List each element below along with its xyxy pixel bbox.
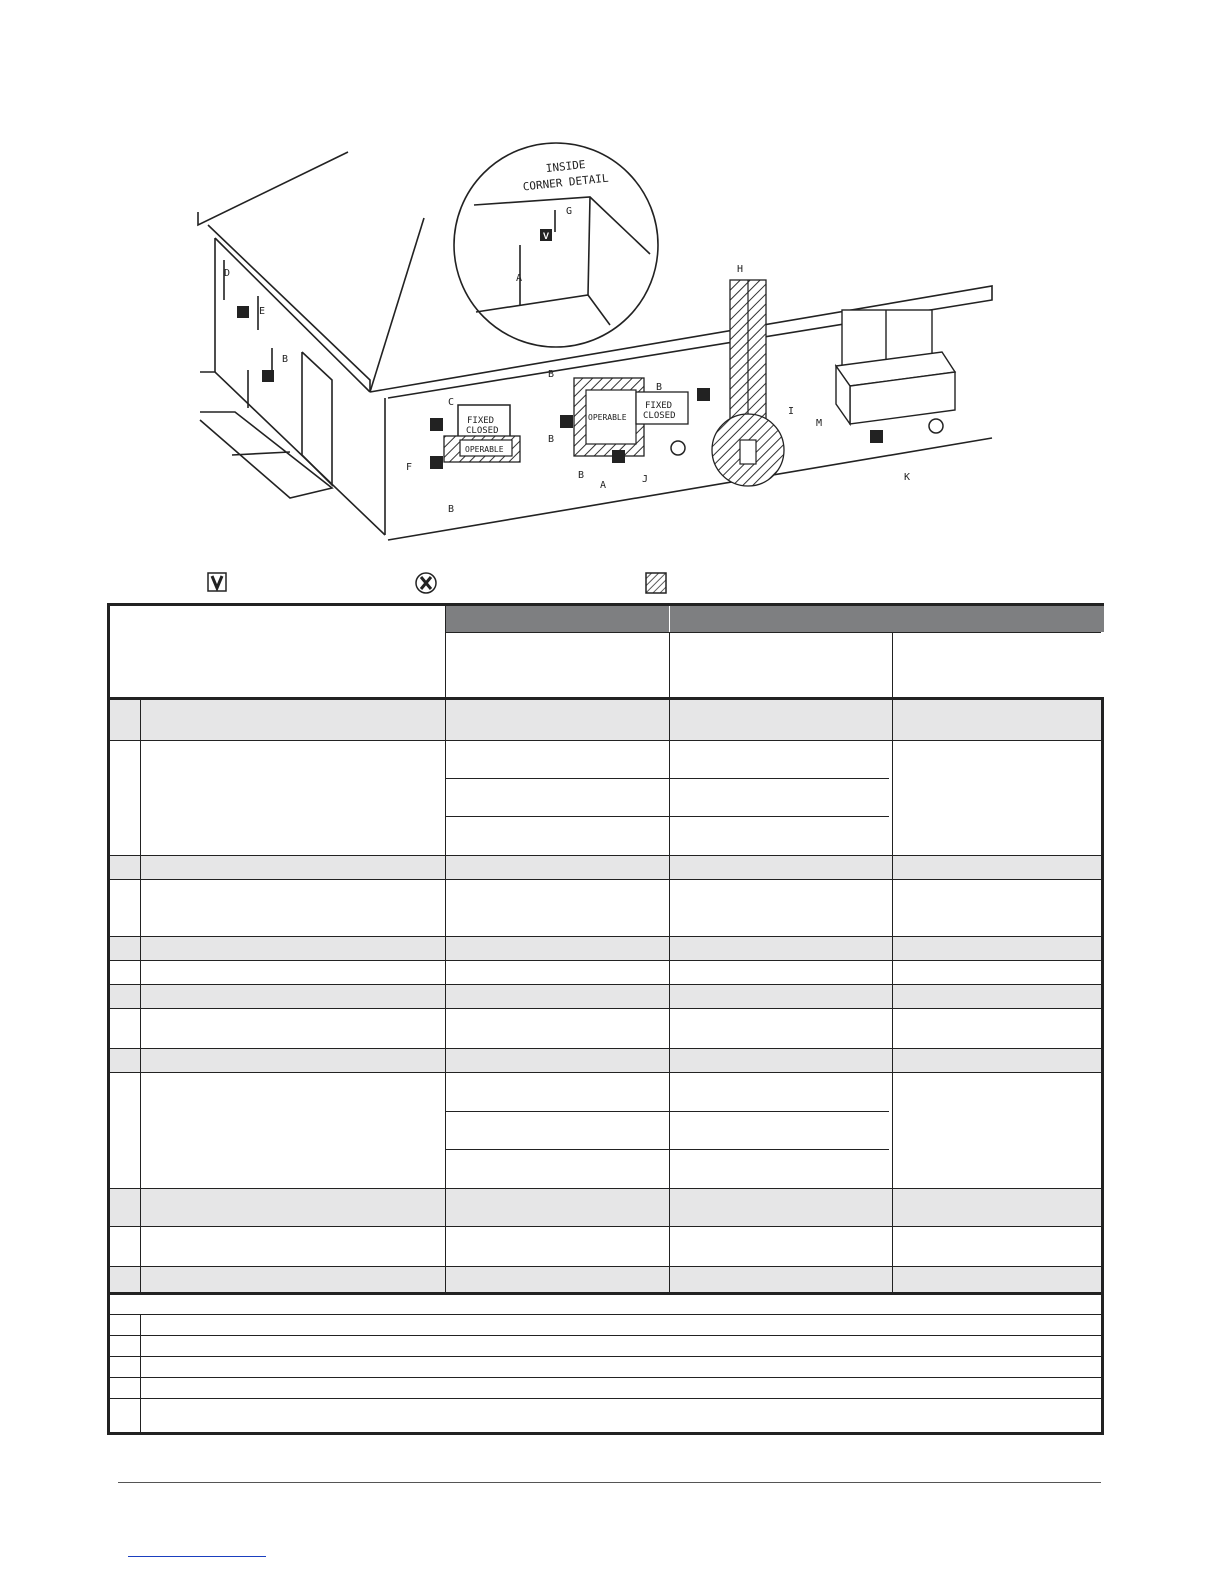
dim-label-i: I <box>788 406 795 417</box>
table-row <box>110 1226 1101 1266</box>
vent-clearance-diagram <box>0 0 1224 560</box>
window-label-closed: CLOSED <box>466 426 499 436</box>
table-row <box>110 740 1101 855</box>
dim-label-m: M <box>816 418 823 429</box>
window-label-fixed: FIXED <box>467 416 495 426</box>
dim-label-a-inset: A <box>516 273 523 284</box>
table-header-band <box>445 606 1104 632</box>
table-row <box>110 1072 1101 1188</box>
table-row <box>110 879 1101 936</box>
restricted-area-hatch-icon <box>645 572 667 594</box>
dim-label-b-left: B <box>282 354 289 365</box>
table-subheader <box>445 632 1104 697</box>
footer-link-underline[interactable] <box>128 1556 266 1557</box>
footer-rule <box>118 1482 1101 1483</box>
vent-terminal-icon <box>207 572 227 592</box>
inset-title-line2: CORNER DETAIL <box>522 171 610 194</box>
air-supply-inlet-icon <box>415 572 437 594</box>
table-row <box>110 1008 1101 1048</box>
vent-terminal-icon: V <box>542 231 550 241</box>
roof-left-edge <box>198 152 348 225</box>
window-label-fixed-2: FIXED <box>645 401 673 411</box>
window-label-operable: OPERABLE <box>465 445 504 454</box>
window-label-operable-2: OPERABLE <box>588 413 627 422</box>
dim-label-g: G <box>566 206 573 217</box>
dim-label-e: E <box>259 306 266 317</box>
left-wall-base <box>200 372 385 535</box>
dim-label-c: C <box>448 397 455 408</box>
chimney <box>712 264 794 486</box>
walkway <box>200 412 332 498</box>
legend <box>0 570 1224 598</box>
dim-label-j: J <box>642 474 649 485</box>
table-row <box>110 1188 1101 1226</box>
dim-label-a: A <box>600 480 607 491</box>
dim-label-k: K <box>904 472 911 483</box>
table-row <box>110 855 1101 879</box>
inset-title-line1: INSIDE <box>545 157 587 176</box>
dim-label-b-low: B <box>578 470 585 481</box>
dim-label-h: H <box>737 264 744 275</box>
dim-label-d: D <box>224 268 231 279</box>
window-left <box>444 405 520 462</box>
dim-label-b-bottom: B <box>448 504 455 515</box>
clearance-table <box>107 603 1104 1435</box>
dim-label-b-top: B <box>548 369 555 380</box>
window-center <box>574 378 688 456</box>
inside-corner-detail <box>454 143 658 347</box>
dim-label-b-right: B <box>656 382 663 393</box>
table-row <box>110 984 1101 1008</box>
dim-label-f: F <box>406 462 413 473</box>
deck-window <box>836 310 955 424</box>
dim-label-b-mid: B <box>548 434 555 445</box>
roof-peak-line <box>370 218 424 392</box>
window-label-closed-2: CLOSED <box>643 411 676 421</box>
table-row <box>110 1266 1101 1292</box>
table-row <box>110 936 1101 960</box>
side-door <box>302 352 332 485</box>
table-row <box>110 1048 1101 1072</box>
table-row <box>110 960 1101 984</box>
table-row <box>110 700 1101 740</box>
